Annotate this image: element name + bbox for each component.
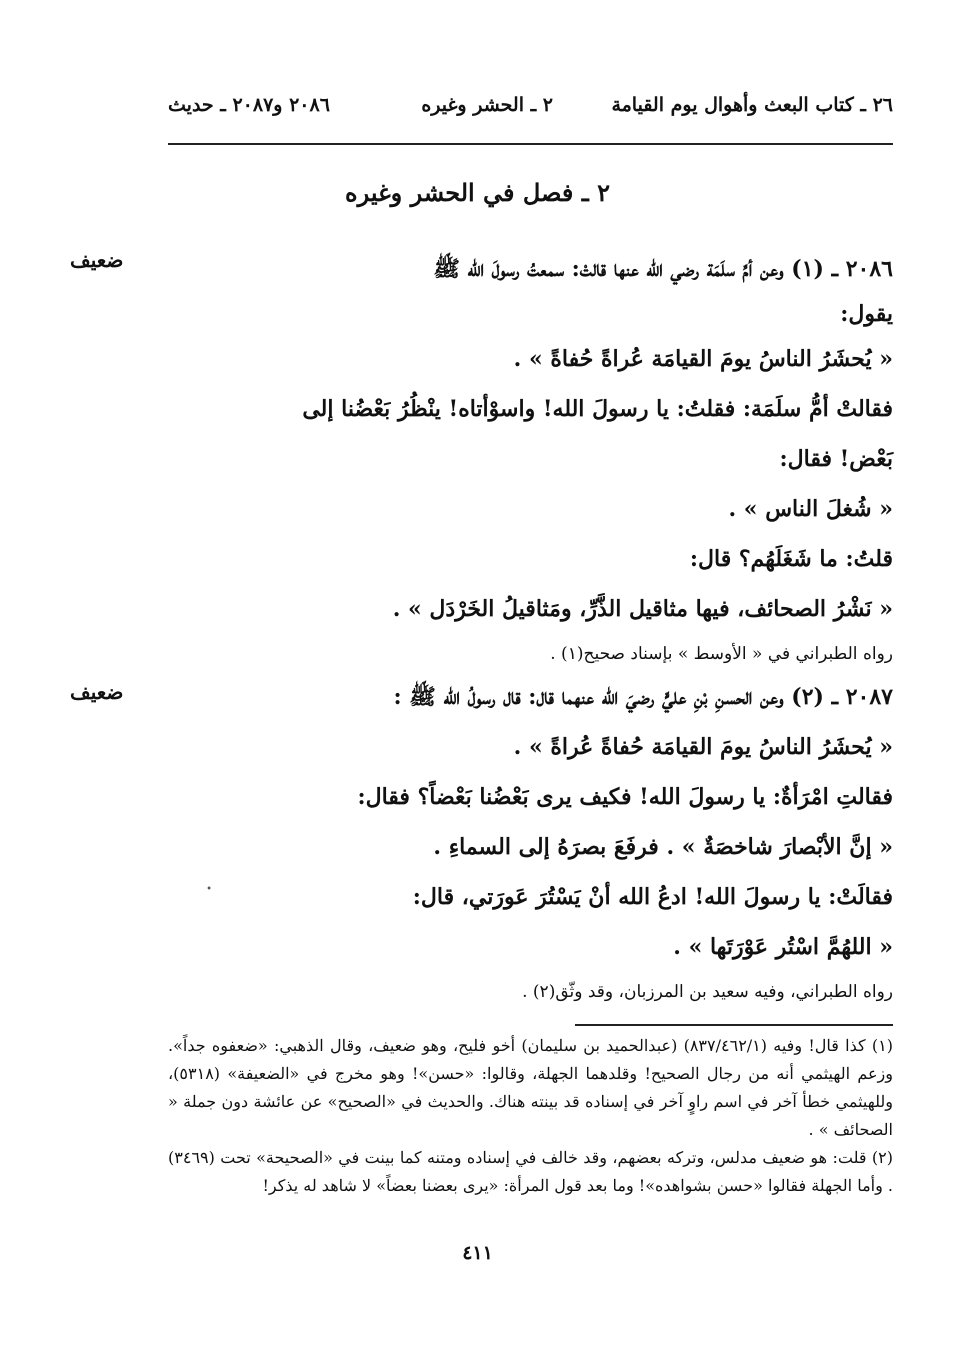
- hadith-2086-grade: ضعيف: [70, 248, 124, 272]
- header-divider: [168, 143, 893, 145]
- hadith-2086-line: « نَشْرُ الصحائف، فيها مثاقيل الذَّرِّ، ومَثاقيلُ الخَرْدَل » .: [392, 596, 893, 622]
- hadith-2087-grade: ضعيف: [70, 680, 124, 704]
- hadith-2086-line: بَعْض! فقال:: [779, 446, 893, 472]
- section-title: ٢ ـ فصل في الحشر وغيره: [345, 178, 610, 207]
- running-header-chapter: ٢ ـ الحشر وغيره: [421, 94, 553, 116]
- hadith-2087-line: « إنَّ الأبْصارَ شاخصَةٌ » . فرفَعَ بصرَهُ إلى السماءِ .: [433, 834, 893, 860]
- footnote-divider: [575, 1024, 893, 1026]
- running-header-hadith-range: ٢٠٨٦ و٢٠٨٧ ـ حديث: [168, 94, 330, 116]
- hadith-2086-line: فقالتْ أمُّ سلَمَة: فقلتُ: يا رسولَ الله! واسوْأتاه! ينْظُرُ بَعْضُنا إلى: [302, 396, 893, 422]
- hadith-2086-narration: رواه الطبراني في « الأوسط » بإسناد صحيح(١) .: [550, 644, 893, 664]
- footnote-2: (٢) قلت: هو ضعيف مدلس، وتركه بعضهم، وقد خالف في إسناده ومتنه كما بينت في «الصحيحة» تحت (٣٤٦٩) . وأما الجهلة فقالوا «حسن بشواهده»! وما بعد قول المرأة: «يرى بعضنا بعضاً» لا شاهد له يذكر!: [168, 1148, 893, 1195]
- footnotes: [168, 1032, 893, 1200]
- hadith-2087-line: فقالتِ امْرَأةٌ: يا رسولَ الله! فكيف يرى بَعْضُنا بَعْضاً؟ فقال:: [357, 784, 893, 810]
- hadith-2087-line: « يُحشَرُ الناسُ يومَ القيامَة حُفاةً عُراةً » .: [513, 734, 893, 760]
- hadith-2087-line: « اللهُمَّ اسْتُر عَوْرَتَها » .: [673, 934, 893, 960]
- scan-speck: •: [206, 884, 212, 895]
- hadith-2086-line: ٢٠٨٦ ـ (١) وعن أمِّ سلَمَة رضي الله عنها قالتْ: سمعتُ رسولَ الله ﷺ: [433, 256, 893, 282]
- hadith-2086-line: يقول:: [840, 301, 893, 327]
- hadith-2087-line: ٢٠٨٧ ـ (٢) وعن الحسنِ بْنِ عليٍّ رضيَ الله عنهما قال: قال رسولُ الله ﷺ :: [393, 684, 893, 710]
- hadith-2087-line: فقالَتْ: يا رسولَ الله! ادعُ الله أنْ يَسْتُرَ عَورَتي، قال:: [412, 884, 893, 910]
- page-number: ٤١١: [462, 1242, 493, 1264]
- hadith-2086-line: « شُغلَ الناس » .: [728, 496, 893, 522]
- running-header-book: ٢٦ ـ كتاب البعث وأهوال يوم القيامة: [611, 94, 893, 116]
- hadith-2087-text: [168, 672, 893, 1012]
- footnote-1: (١) كذا قال! وفيه (٨٣٧/٤٦٢/١) (عبدالحميد بن سليمان) أخو فليح، وهو ضعيف، وقال الذهبي: «ضعفوه جداً». وزعم الهيثمي أنه من رجال الصحيح! وقلدهما الجهلة، وقالوا: «حسن»! وهو مخرج في «الضعيفة» (٥٣١٨)، وللهيثمي خطأ آخر في اسم راوٍ آخر في إسناده قد بينته هناك. والحديث في «الصحيح» عن عائشة دون جملة « الصحائف » .: [168, 1036, 894, 1139]
- hadith-2086-text: [168, 244, 893, 674]
- hadith-2086-line: قلتُ: ما شَغَلَهُم؟ قال:: [689, 546, 893, 572]
- hadith-2086-line: « يُحشَرُ الناسُ يومَ القيامَة عُراةً حُفاةً » .: [513, 346, 893, 372]
- hadith-2087-narration: رواه الطبراني، وفيه سعيد بن المرزبان، وقد وثّق(٢) .: [522, 982, 893, 1002]
